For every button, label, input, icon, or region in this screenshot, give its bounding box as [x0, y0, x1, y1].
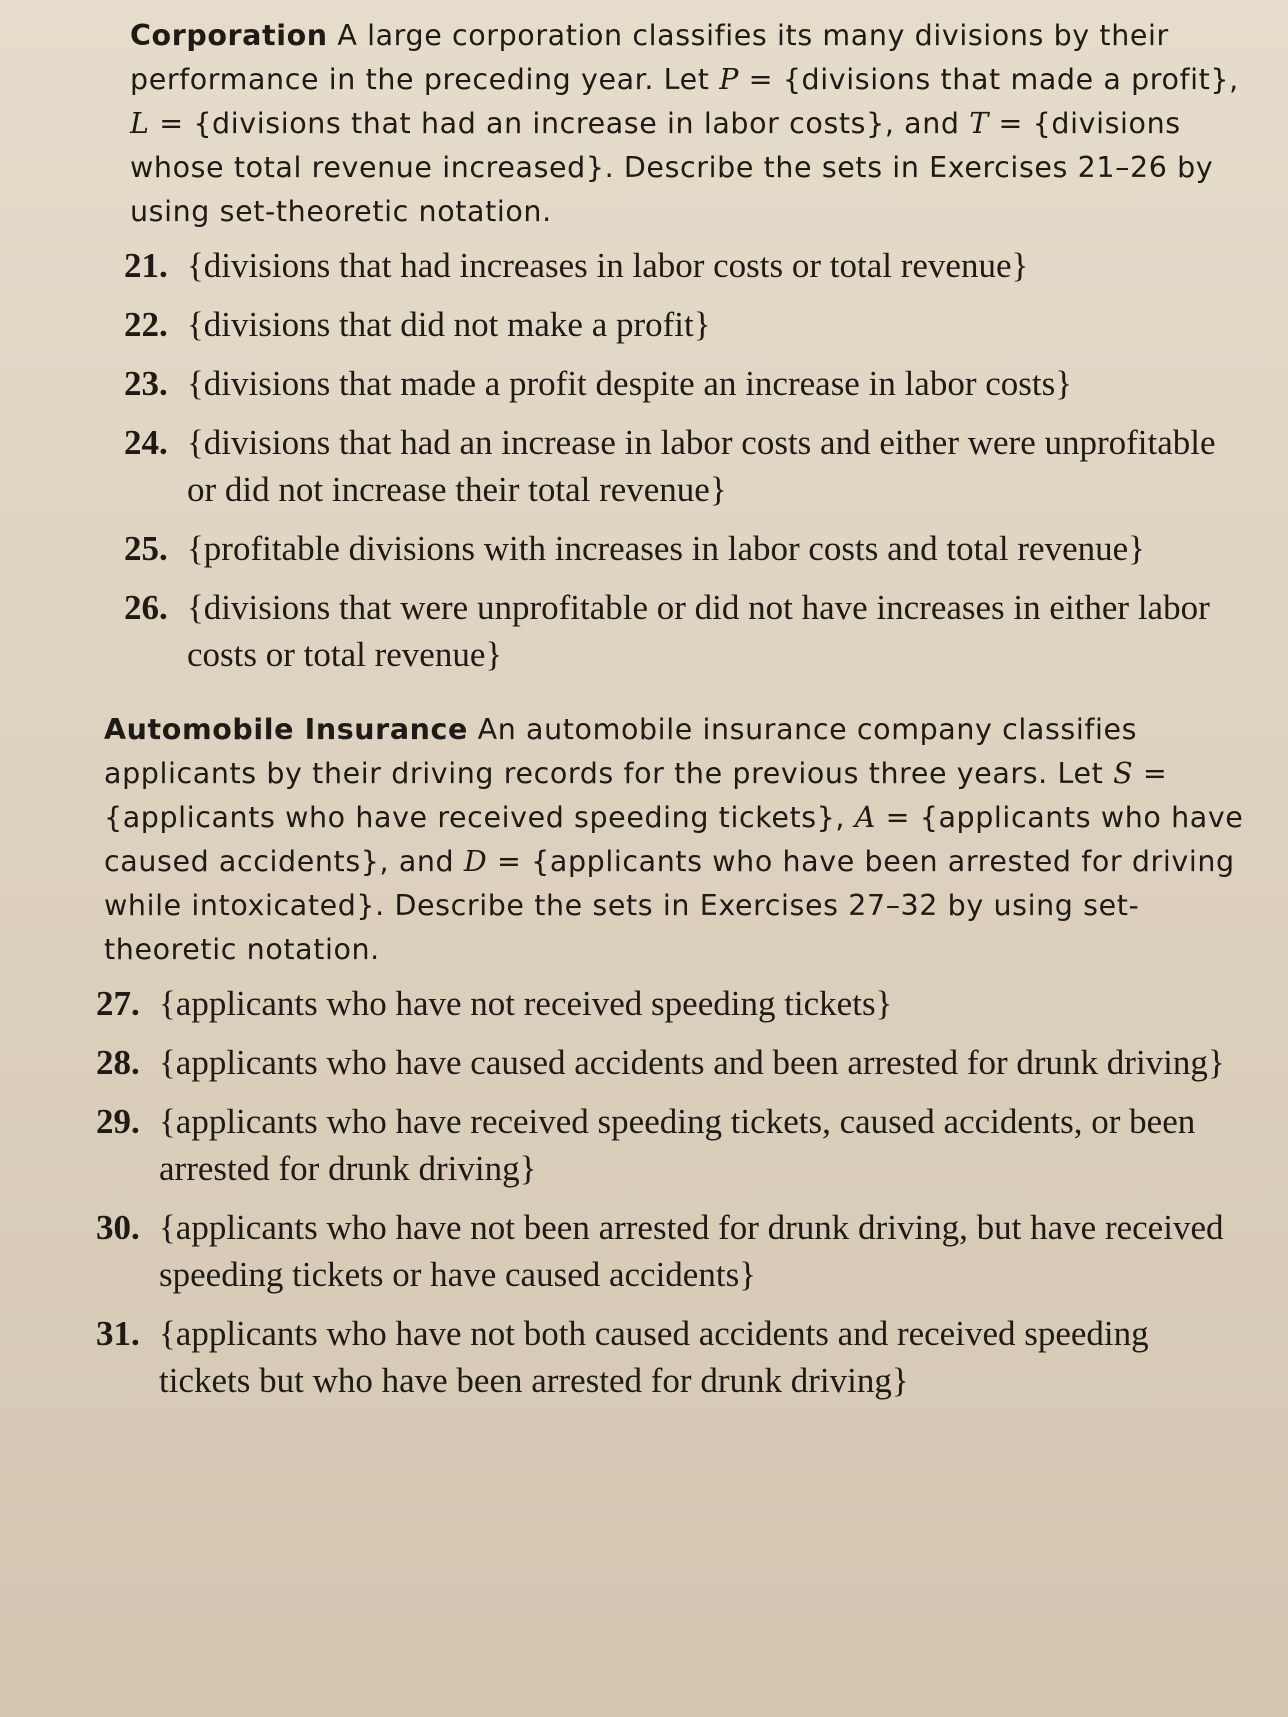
exercise-29: [96, 1098, 1248, 1192]
set-symbol: L: [130, 107, 150, 140]
exercise-text: {applicants who have not been arrested for drunk driving, but have received speeding tickets or have caused accidents}: [159, 1208, 1224, 1294]
intro-text: An automobile insurance company classifies applicants by their driving records for the previous three years. Let: [104, 713, 1138, 790]
exercise-text: {divisions that were unprofitable or did not have increases in either labor costs or total revenue}: [187, 588, 1210, 674]
exercise-number: 30.: [96, 1208, 140, 1247]
intro-text: = {applicants who have caused accidents}, and: [104, 801, 1244, 878]
corporation-section: [124, 14, 1248, 678]
exercise-27: [96, 980, 1248, 1027]
exercise-number: 27.: [96, 984, 140, 1023]
exercise-text: {applicants who have not both caused accidents and received speeding tickets but who have been arrested for drunk driving}: [159, 1314, 1149, 1400]
insurance-intro: [104, 708, 1248, 972]
exercise-text: {applicants who have received speeding tickets, caused accidents, or been arrested for drunk driving}: [159, 1102, 1196, 1188]
set-symbol: S: [1113, 757, 1134, 790]
exercise-number: 25.: [124, 529, 168, 568]
intro-text: = {divisions that made a profit},: [739, 63, 1239, 96]
exercise-31: [96, 1310, 1248, 1404]
exercise-number: 22.: [124, 305, 168, 344]
exercise-number: 29.: [96, 1102, 140, 1141]
exercise-number: 23.: [124, 364, 168, 403]
insurance-section: [96, 708, 1248, 1404]
exercise-text: {divisions that did not make a profit}: [187, 305, 711, 344]
exercise-24: [124, 419, 1248, 513]
exercise-number: 21.: [124, 246, 168, 285]
exercise-number: 26.: [124, 588, 168, 627]
set-symbol: A: [854, 801, 876, 834]
intro-text: = {divisions that had an increase in labor costs}, and: [149, 107, 970, 140]
intro-text: = {applicants who have received speeding tickets},: [104, 757, 1168, 834]
intro-text: = {divisions whose total revenue increased}. Describe the sets in Exercises 21–26 by using set-theoretic notation.: [130, 107, 1214, 228]
set-symbol: D: [463, 845, 488, 878]
exercise-23: [124, 360, 1248, 407]
exercise-26: [124, 584, 1248, 678]
exercise-25: [124, 525, 1248, 572]
exercise-text: {divisions that made a profit despite an increase in labor costs}: [187, 364, 1073, 403]
exercise-text: {applicants who have caused accidents and been arrested for drunk driving}: [159, 1043, 1225, 1082]
exercise-text: {divisions that had an increase in labor costs and either were unprofitable or did not increase their total revenue}: [187, 423, 1216, 509]
corporation-intro: [130, 14, 1248, 234]
exercise-21: [124, 242, 1248, 289]
exercise-number: 28.: [96, 1043, 140, 1082]
exercise-text: {applicants who have not received speeding tickets}: [159, 984, 893, 1023]
exercise-22: [124, 301, 1248, 348]
exercise-text: {profitable divisions with increases in labor costs and total revenue}: [187, 529, 1145, 568]
exercise-28: [96, 1039, 1248, 1086]
exercise-text: {divisions that had increases in labor costs or total revenue}: [187, 246, 1029, 285]
set-symbol: T: [969, 107, 989, 140]
set-symbol: P: [719, 63, 740, 96]
exercise-number: 31.: [96, 1314, 140, 1353]
exercise-number: 24.: [124, 423, 168, 462]
intro-text: = {applicants who have been arrested for driving while intoxicated}. Describe the sets in Exercises 27–32 by using set-theoretic notation.: [104, 845, 1235, 966]
intro-text: A large corporation classifies its many divisions by their performance in the preceding year. Let: [130, 19, 1169, 96]
corporation-heading: Corporation: [130, 19, 328, 52]
exercise-30: [96, 1204, 1248, 1298]
insurance-heading: Automobile Insurance: [104, 713, 468, 746]
